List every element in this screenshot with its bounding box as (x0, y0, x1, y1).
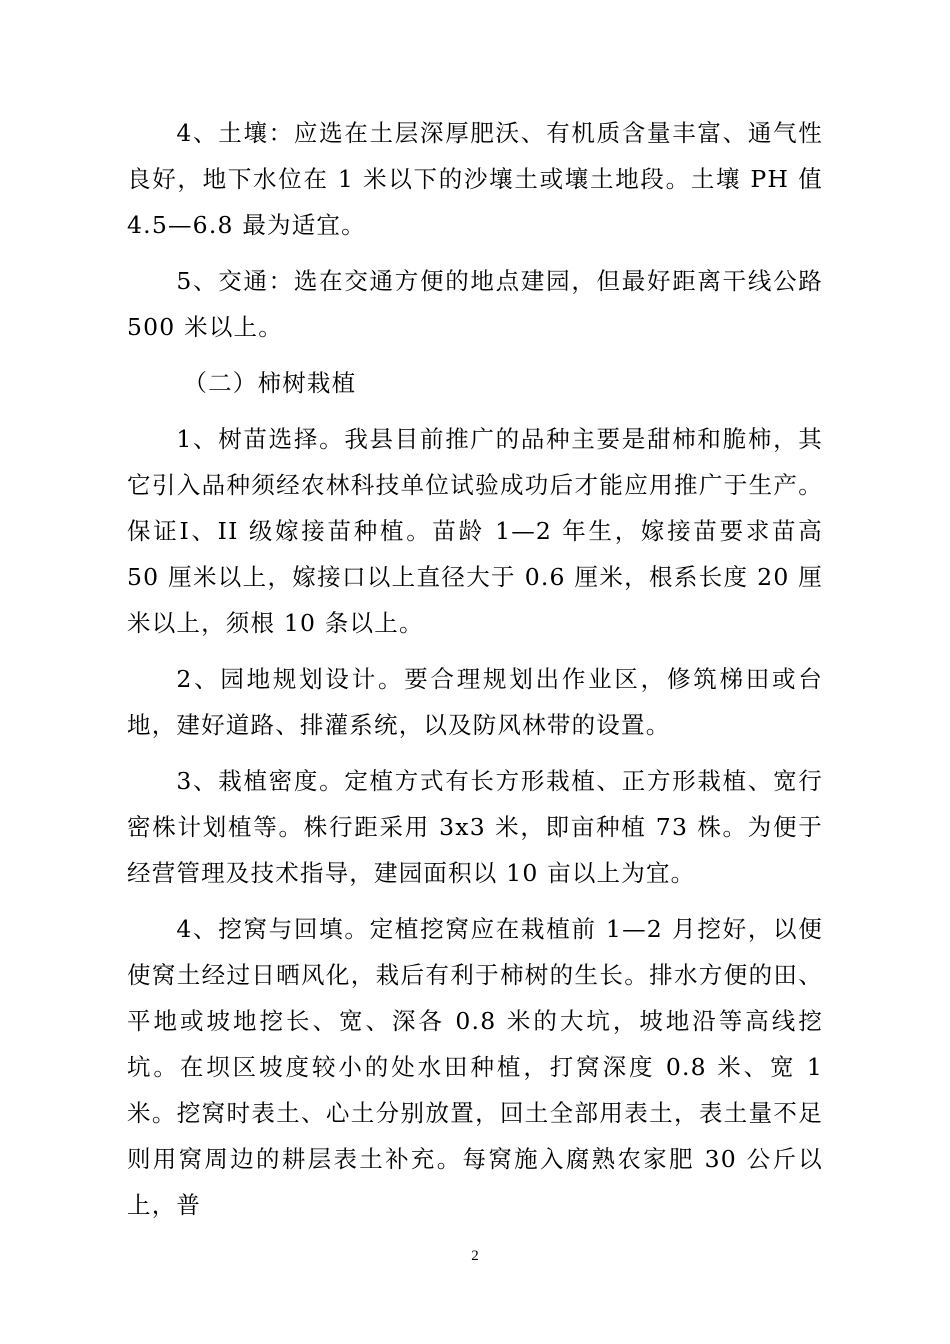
document-body (127, 110, 823, 1238)
section-heading: （二）柿树栽植 (183, 369, 357, 397)
paragraph-planting-density: 3、栽植密度。定植方式有长方形栽植、正方形栽植、宽行密株计划植等。株行距采用 3x3 米，即亩种植 73 株。为便于经营管理及技术指导，建园面积以 10 亩以上为宜。 (127, 767, 823, 887)
page-number: 2 (471, 1248, 479, 1264)
paragraph-orchard-planning: 2、园地规划设计。要合理规划出作业区，修筑梯田或台地，建好道路、排灌系统，以及防风林带的设置。 (127, 665, 823, 739)
paragraph-transport: 5、交通：选在交通方便的地点建园，但最好距离干线公路 500 米以上。 (127, 267, 823, 341)
paragraph-seedling-selection: 1、树苗选择。我县目前推广的品种主要是甜柿和脆柿，其它引入品种须经农林科技单位试验成功后才能应用推广于生产。保证Ⅰ、II 级嫁接苗种植。苗龄 1—2 年生，嫁接苗要求苗高 50 厘米以上，嫁接口以上直径大于 0.6 厘米，根系长度 20 厘米以上，须根 10 条以上。 (127, 425, 823, 637)
paragraph-soil: 4、土壤：应选在土层深厚肥沃、有机质含量丰富、通气性良好，地下水位在 1 米以下的沙壤土或壤土地段。土壤 PH 值 4.5—6.8 最为适宜。 (127, 119, 823, 239)
paragraph-digging-backfill: 4、挖窝与回填。定植挖窝应在栽植前 1—2 月挖好，以便使窝土经过日晒风化，栽后有利于柿树的生长。排水方便的田、平地或坡地挖长、宽、深各 0.8 米的大坑，坡地沿等高线挖坑。在坝区坡度较小的处水田种植，打窝深度 0.8 米、宽 1 米。挖窝时表土、心土分别放置，回土全部用表土，表土量不足则用窝周边的耕层表土补充。每窝施入腐熟农家肥 30 公斤以上，普 (127, 915, 823, 1219)
